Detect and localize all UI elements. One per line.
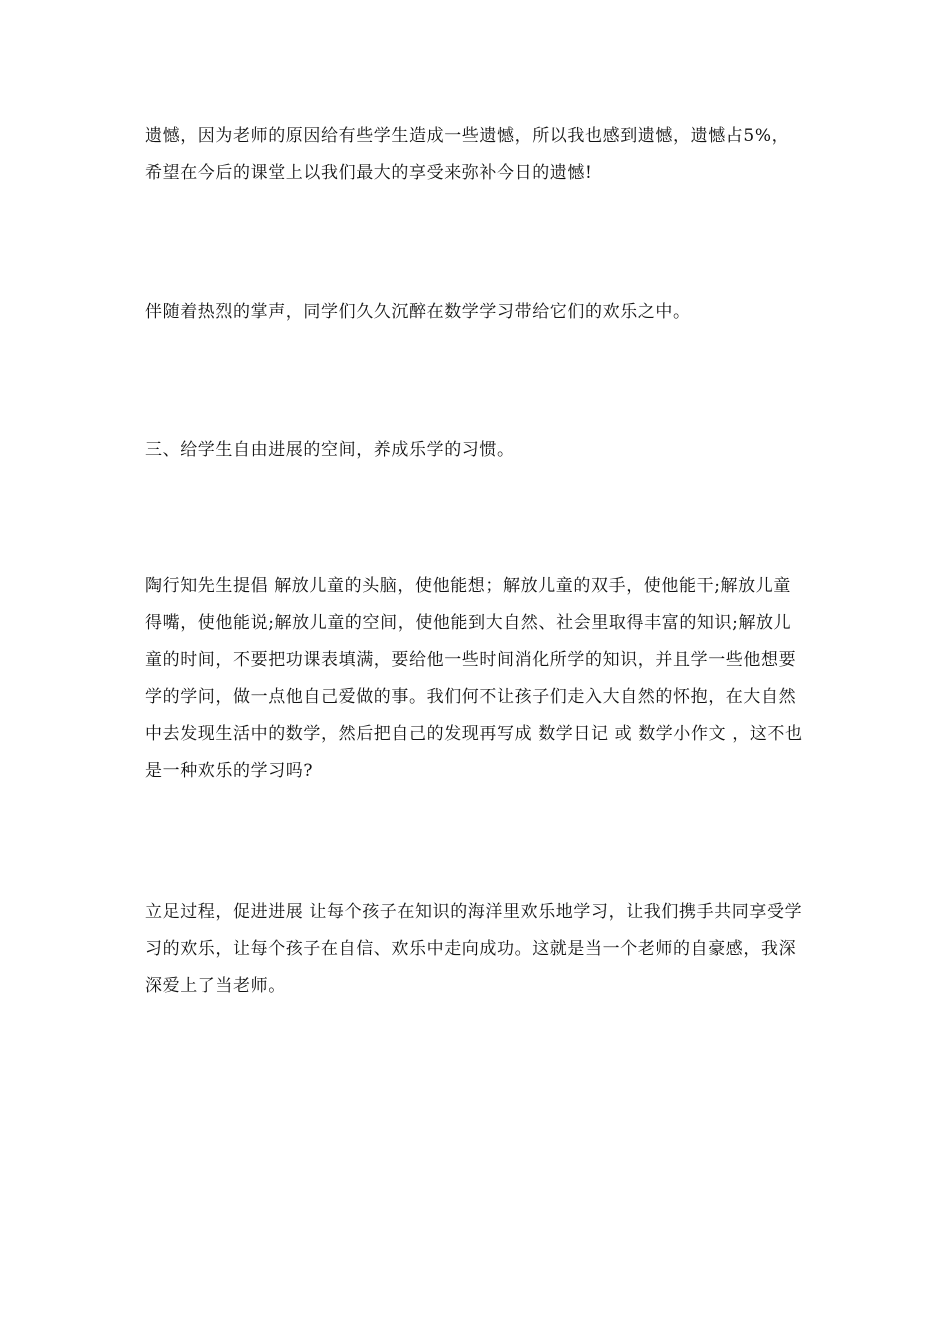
paragraph-applause: 伴随着热烈的掌声，同学们久久沉醉在数学学习带给它们的欢乐之中。	[145, 302, 691, 322]
paragraph-tao-xingzhi: 陶行知先生提倡 解放儿童的头脑，使他能想；解放儿童的双手，使他能干;解放儿童得嘴，使他能说;解放儿童的空间，使他能到大自然、社会里取得丰富的知识;解放儿童的时间，不要把功课表填满，要给他一些时间消化所学的知识，并且学一些他想要学的学问，做一点他自己爱做的事。我们何不让孩子们走入大自然的怀抱，在大自然中去发现生活中的数学，然后把自己的发现再写成 数学日记 或 数学小作文 ，这不也是一种欢乐的学习吗?	[145, 576, 803, 781]
section-heading-three: 三、给学生自由进展的空间，养成乐学的习惯。	[145, 440, 515, 460]
paragraph-conclusion: 立足过程，促进进展 让每个孩子在知识的海洋里欢乐地学习，让我们携手共同享受学习的欢乐，让每个孩子在自信、欢乐中走向成功。这就是当一个老师的自豪感，我深深爱上了当老师。	[145, 902, 803, 996]
paragraph-regret: 遗憾，因为老师的原因给有些学生造成一些遗憾，所以我也感到遗憾，遗憾占5%，希望在今后的课堂上以我们最大的享受来弥补今日的遗憾!	[145, 126, 790, 183]
